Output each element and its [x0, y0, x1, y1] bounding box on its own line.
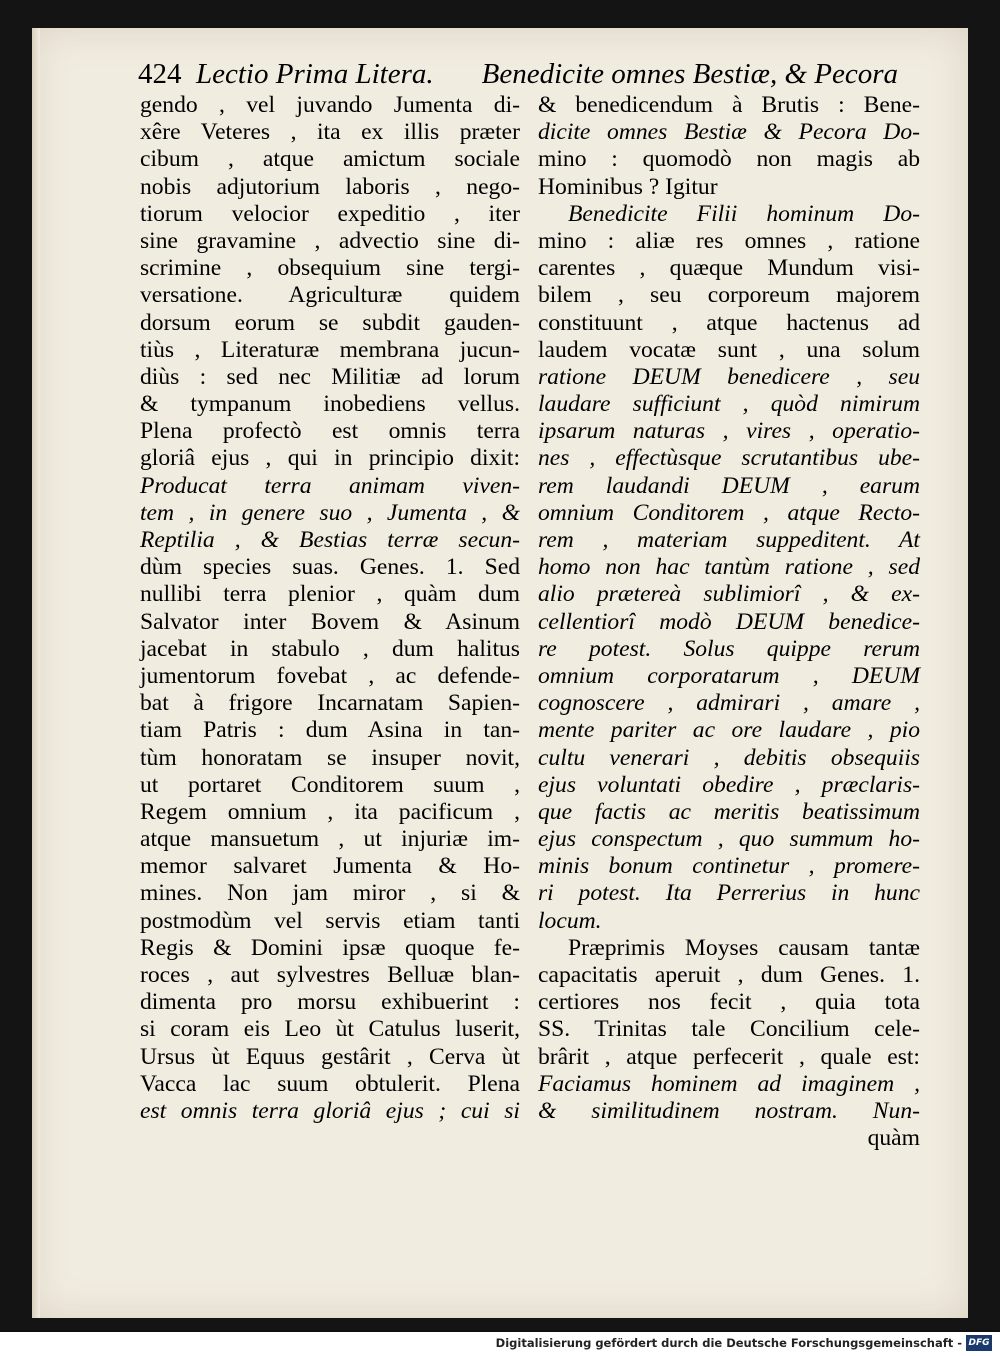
- text-line-italic: homo non hac tantùm ratione , sed: [538, 554, 920, 581]
- text-line: jacebat in stabulo , dum halitus: [140, 635, 520, 662]
- text-line-italic: ratione DEUM benedicere , seu: [538, 363, 920, 390]
- text-line-italic: Producat terra animam viven-: [140, 472, 520, 499]
- text-line: mino : aliæ res omnes , ratione: [538, 227, 920, 254]
- text-line: dorsum eorum se subdit gauden-: [140, 309, 520, 336]
- text-line: memor salvaret Jumenta & Ho-: [140, 853, 520, 880]
- text-line-italic: dicite omnes Bestiæ & Pecora Do-: [538, 119, 920, 146]
- text-line: sine gravamine , advectio sine di-: [140, 227, 520, 254]
- text-line: certiores nos fecit , quia tota: [538, 989, 920, 1016]
- text-line-italic: Benedicite Filii hominum Do-: [568, 200, 920, 227]
- dfg-logo[interactable]: DFG: [966, 1335, 992, 1351]
- text-line-italic: cellentiorî modò DEUM benedice-: [538, 608, 920, 635]
- text-line-italic: cultu venerari , debitis obsequiis: [538, 744, 920, 771]
- text-line: capacitatis aperuit , dum Genes. 1.: [538, 962, 920, 988]
- text-line: bilem , seu corporeum majorem: [538, 282, 920, 309]
- text-line: gloriâ ejus , qui in principio dixit:: [140, 445, 520, 472]
- text-line: constituunt , atque hactenus ad: [538, 309, 920, 336]
- running-head-left: Lectio Prima Litera.: [196, 58, 434, 90]
- text-line: Salvator inter Bovem & Asinum: [140, 608, 520, 635]
- text-line-italic: est omnis terra gloriâ ejus ; cui si: [140, 1097, 520, 1124]
- text-line: Regem omnium , ita pacificum ,: [140, 798, 520, 825]
- text-line-italic: ipsarum naturas , vires , operatio-: [538, 418, 920, 445]
- text-line-italic: re potest. Solus quippe rerum: [538, 635, 920, 662]
- text-line-italic: mente pariter ac ore laudare , pio: [538, 717, 920, 744]
- text-line: dimenta pro morsu exhibuerint :: [140, 989, 520, 1016]
- text-line-italic: alio prætereà sublimiorî , & ex-: [538, 581, 920, 608]
- text-line: gendo , vel juvando Jumenta di-: [140, 92, 520, 118]
- text-line-italic: locum.: [538, 907, 602, 934]
- text-line-italic: ri potest. Ita Perrerius in hunc: [538, 880, 920, 907]
- text-line: Præprimis Moyses causam tantæ: [568, 934, 920, 961]
- text-line-italic: omnium Conditorem , atque Recto-: [538, 499, 920, 526]
- text-line-italic: rem laudandi DEUM , earum: [538, 472, 920, 499]
- text-line-italic: Faciamus hominem ad imaginem ,: [538, 1070, 920, 1097]
- text-line-italic: nes , effectùsque scrutantibus ube-: [538, 445, 920, 472]
- text-line: postmodùm vel servis etiam tanti: [140, 907, 520, 934]
- text-line: diùs : sed nec Militiæ ad lorum: [140, 363, 520, 390]
- left-text-column: [140, 92, 520, 1125]
- text-line: tùm honoratam se insuper novit,: [140, 744, 520, 771]
- text-line: tiùs , Literaturæ membrana jucun-: [140, 336, 520, 363]
- text-line: dùm species suas. Genes. 1. Sed: [140, 554, 520, 581]
- page-number: 424: [138, 58, 182, 90]
- text-line: SS. Trinitas tale Concilium cele-: [538, 1016, 920, 1043]
- text-line-italic: omnium corporatarum , DEUM: [538, 662, 920, 689]
- text-line: jumentorum fovebat , ac defende-: [140, 662, 520, 689]
- page-edge-shadow: [32, 28, 40, 1318]
- running-head-right: Benedicite omnes Bestiæ, & Pecora: [481, 58, 898, 90]
- text-line-italic: que factis ac meritis beatissimum: [538, 798, 920, 825]
- text-line: Ursus ùt Equus gestârit , Cerva ùt: [140, 1043, 520, 1070]
- text-line: laudem vocatæ sunt , una solum: [538, 336, 920, 363]
- text-line-italic: Reptilia , & Bestias terræ secun-: [140, 527, 520, 553]
- text-line: roces , aut sylvestres Belluæ blan-: [140, 962, 520, 988]
- text-line: Regis & Domini ipsæ quoque fe-: [140, 934, 520, 961]
- text-line: nullibi terra plenior , quàm dum: [140, 581, 520, 608]
- text-line: & benedicendum à Brutis : Bene-: [538, 92, 920, 118]
- text-line: si coram eis Leo ùt Catulus luserit,: [140, 1016, 520, 1043]
- text-line: nobis adjutorium laboris , nego-: [140, 173, 520, 200]
- text-line: Vacca lac suum obtulerit. Plena: [140, 1070, 520, 1097]
- text-line: Hominibus ? Igitur: [538, 173, 718, 200]
- text-line-italic: laudare sufficiunt , quòd nimirum: [538, 391, 920, 418]
- text-line: ut portaret Conditorem suum ,: [140, 771, 520, 798]
- catchword: quàm: [867, 1125, 920, 1152]
- text-line-italic: minis bonum continetur , promere-: [538, 853, 920, 880]
- text-line-italic: rem , materiam suppeditent. At: [538, 527, 920, 553]
- text-line: scrimine , obsequium sine tergi-: [140, 255, 520, 282]
- text-line: carentes , quæque Mundum visi-: [538, 255, 920, 282]
- text-line-italic: ejus voluntati obedire , præclaris-: [538, 771, 920, 798]
- right-text-column: [538, 92, 920, 1152]
- text-line-italic: ejus conspectum , quo summum ho-: [538, 826, 920, 853]
- text-line: Plena profectò est omnis terra: [140, 418, 520, 445]
- text-line: & tympanum inobediens vellus.: [140, 391, 520, 418]
- text-line: bat à frigore Incarnatam Sapien-: [140, 690, 520, 717]
- text-line: xêre Veteres , ita ex illis præter: [140, 119, 520, 146]
- text-line: tiorum velocior expeditio , iter: [140, 200, 520, 227]
- text-line: versatione. Agriculturæ quidem: [140, 282, 520, 309]
- footer-bar: [0, 1332, 1000, 1356]
- text-line: atque mansuetum , ut injuriæ im-: [140, 826, 520, 853]
- text-line: mines. Non jam miror , si &: [140, 880, 520, 907]
- text-line: brârit , atque perfecerit , quale est:: [538, 1043, 920, 1070]
- text-line: cibum , atque amictum sociale: [140, 146, 520, 173]
- funding-note: Digitalisierung gefördert durch die Deutsche Forschungsgemeinschaft -: [495, 1336, 962, 1350]
- text-line: mino : quomodò non magis ab: [538, 146, 920, 173]
- text-line-italic: & similitudinem nostram. Nun-: [538, 1097, 920, 1124]
- text-line-italic: tem , in genere suo , Jumenta , &: [140, 499, 520, 526]
- text-line-italic: cognoscere , admirari , amare ,: [538, 690, 920, 717]
- text-line: tiam Patris : dum Asina in tan-: [140, 717, 520, 744]
